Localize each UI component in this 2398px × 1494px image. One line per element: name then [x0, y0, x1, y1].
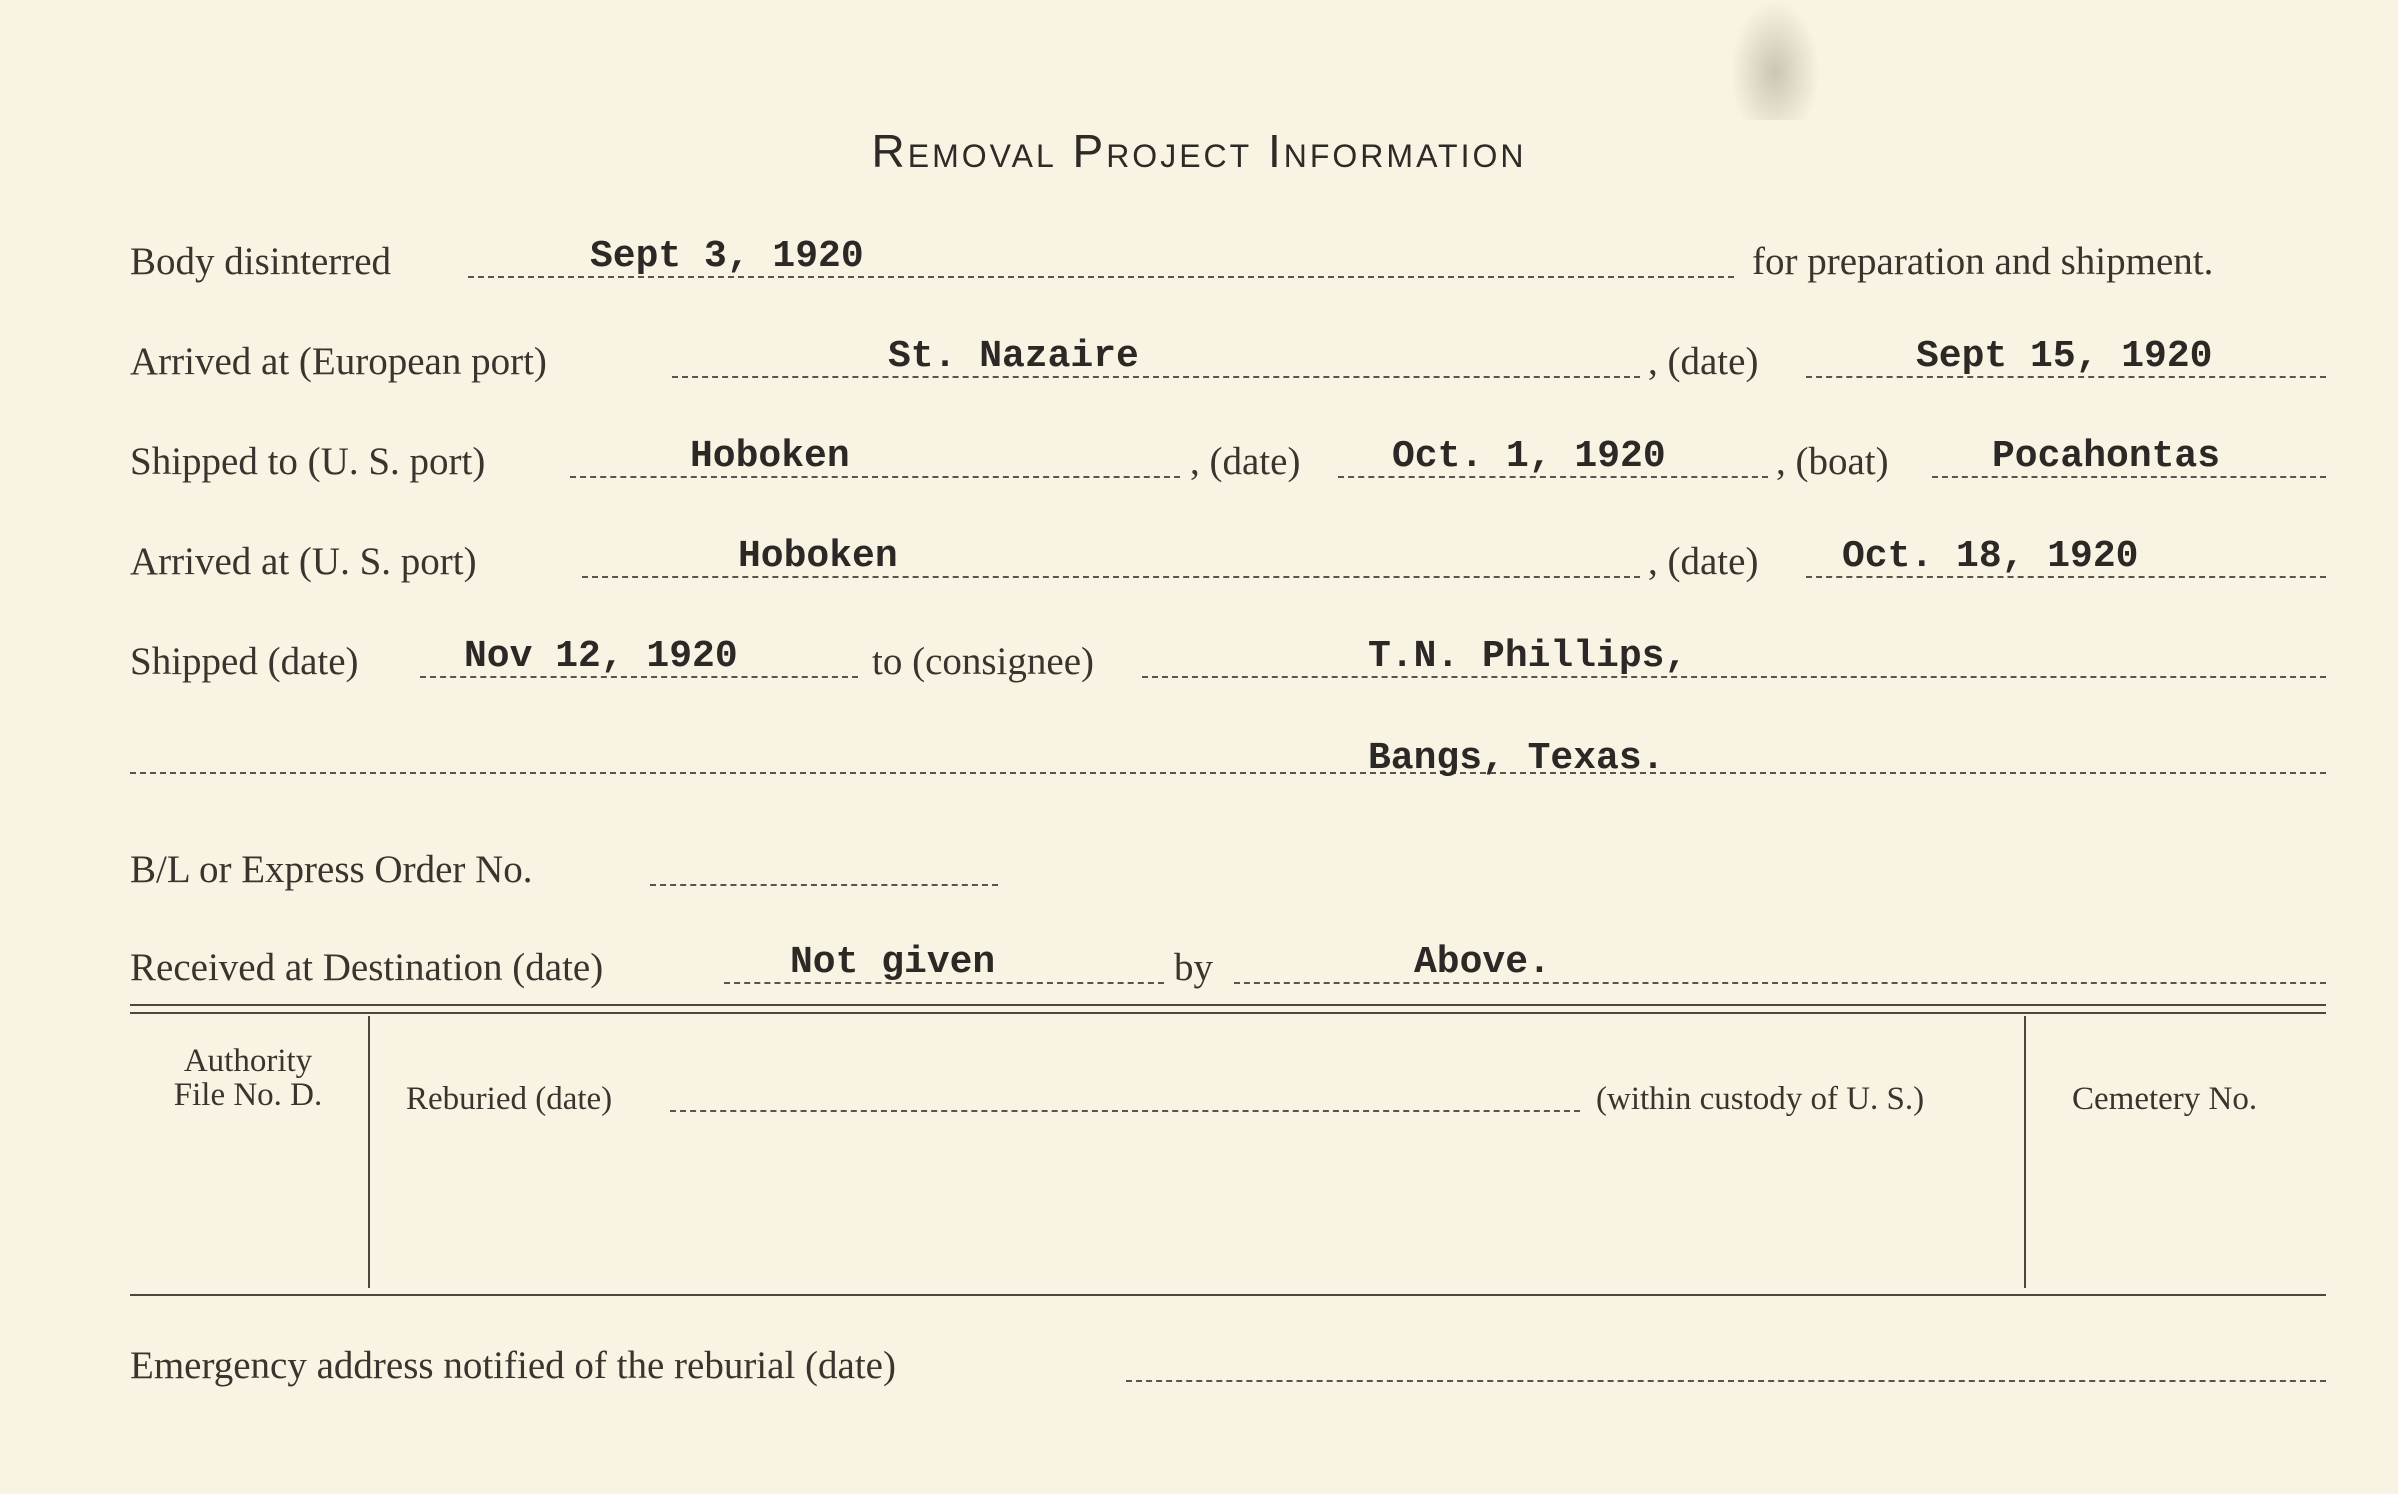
row-disinterred [0, 232, 2398, 292]
custody-label: (within custody of U. S.) [1596, 1081, 1925, 1117]
row-emergency [0, 1336, 2398, 1396]
arrived-us-date-value: Oct. 18, 1920 [1842, 535, 2139, 578]
row-bl [0, 840, 2398, 900]
emergency-label: Emergency address notified of the reburial (date) [130, 1344, 896, 1387]
bl-label: B/L or Express Order No. [130, 848, 533, 891]
row-consignee-cont [0, 728, 2398, 788]
arrived-eu-label: Arrived at (European port) [130, 340, 547, 383]
row-received [0, 938, 2398, 998]
authority-line2: File No. D. [173, 1077, 323, 1113]
shipped-us-date-value: Oct. 1, 1920 [1392, 435, 1666, 478]
box-top-rule [130, 1004, 2326, 1006]
received-label: Received at Destination (date) [130, 946, 604, 989]
received-by-label: by [1174, 946, 1213, 989]
arrived-eu-date-value: Sept 15, 1920 [1916, 335, 2213, 378]
shipped-us-boat-value: Pocahontas [1992, 435, 2221, 478]
box-bottom-rule [130, 1294, 2326, 1296]
consignee-value: T.N. Phillips, [1368, 635, 1688, 678]
received-value: Not given [790, 941, 996, 984]
bl-line [650, 884, 998, 886]
emergency-line [1126, 1380, 2326, 1382]
arrived-us-label: Arrived at (U. S. port) [130, 540, 477, 583]
smudge-mark [1730, 0, 1820, 120]
box-top-rule-2 [130, 1012, 2326, 1014]
consignee-line2: Bangs, Texas. [1368, 737, 1665, 780]
disinterred-label: Body disinterred [130, 240, 392, 283]
shipped-us-line [570, 476, 1180, 478]
box-divider-left [368, 1016, 370, 1288]
disinterred-suffix: for preparation and shipment. [1752, 240, 2214, 283]
shipped-us-value: Hoboken [690, 435, 850, 478]
arrived-us-date-label: , (date) [1648, 540, 1759, 583]
row-arrived-us [0, 532, 2398, 592]
consignee-label: to (consignee) [872, 640, 1095, 683]
card-title: Removal Project Information [871, 125, 1527, 177]
disinterred-value: Sept 3, 1920 [590, 235, 864, 278]
shipped-value: Nov 12, 1920 [464, 635, 738, 678]
reburied-line [670, 1110, 1580, 1112]
arrived-eu-date-label: , (date) [1648, 340, 1759, 383]
received-by-line [1234, 982, 2326, 984]
row-shipped [0, 632, 2398, 692]
row-shipped-us [0, 432, 2398, 492]
box-divider-right [2024, 1016, 2026, 1288]
cemetery-label: Cemetery No. [2072, 1081, 2258, 1117]
shipped-us-boat-label: , (boat) [1776, 440, 1889, 483]
shipped-label: Shipped (date) [130, 640, 359, 683]
arrived-us-value: Hoboken [738, 535, 898, 578]
consignee-cont-line [130, 772, 2326, 774]
consignee-line [1142, 676, 2326, 678]
shipped-us-date-label: , (date) [1190, 440, 1301, 483]
row-arrived-eu [0, 332, 2398, 392]
authority-line1: Authority [183, 1043, 313, 1079]
shipped-us-label: Shipped to (U. S. port) [130, 440, 486, 483]
arrived-eu-value: St. Nazaire [888, 335, 1139, 378]
row-reburied [0, 1066, 2398, 1126]
reburied-label: Reburied (date) [406, 1081, 613, 1117]
arrived-eu-line [672, 376, 1640, 378]
received-by-value: Above. [1414, 941, 1551, 984]
